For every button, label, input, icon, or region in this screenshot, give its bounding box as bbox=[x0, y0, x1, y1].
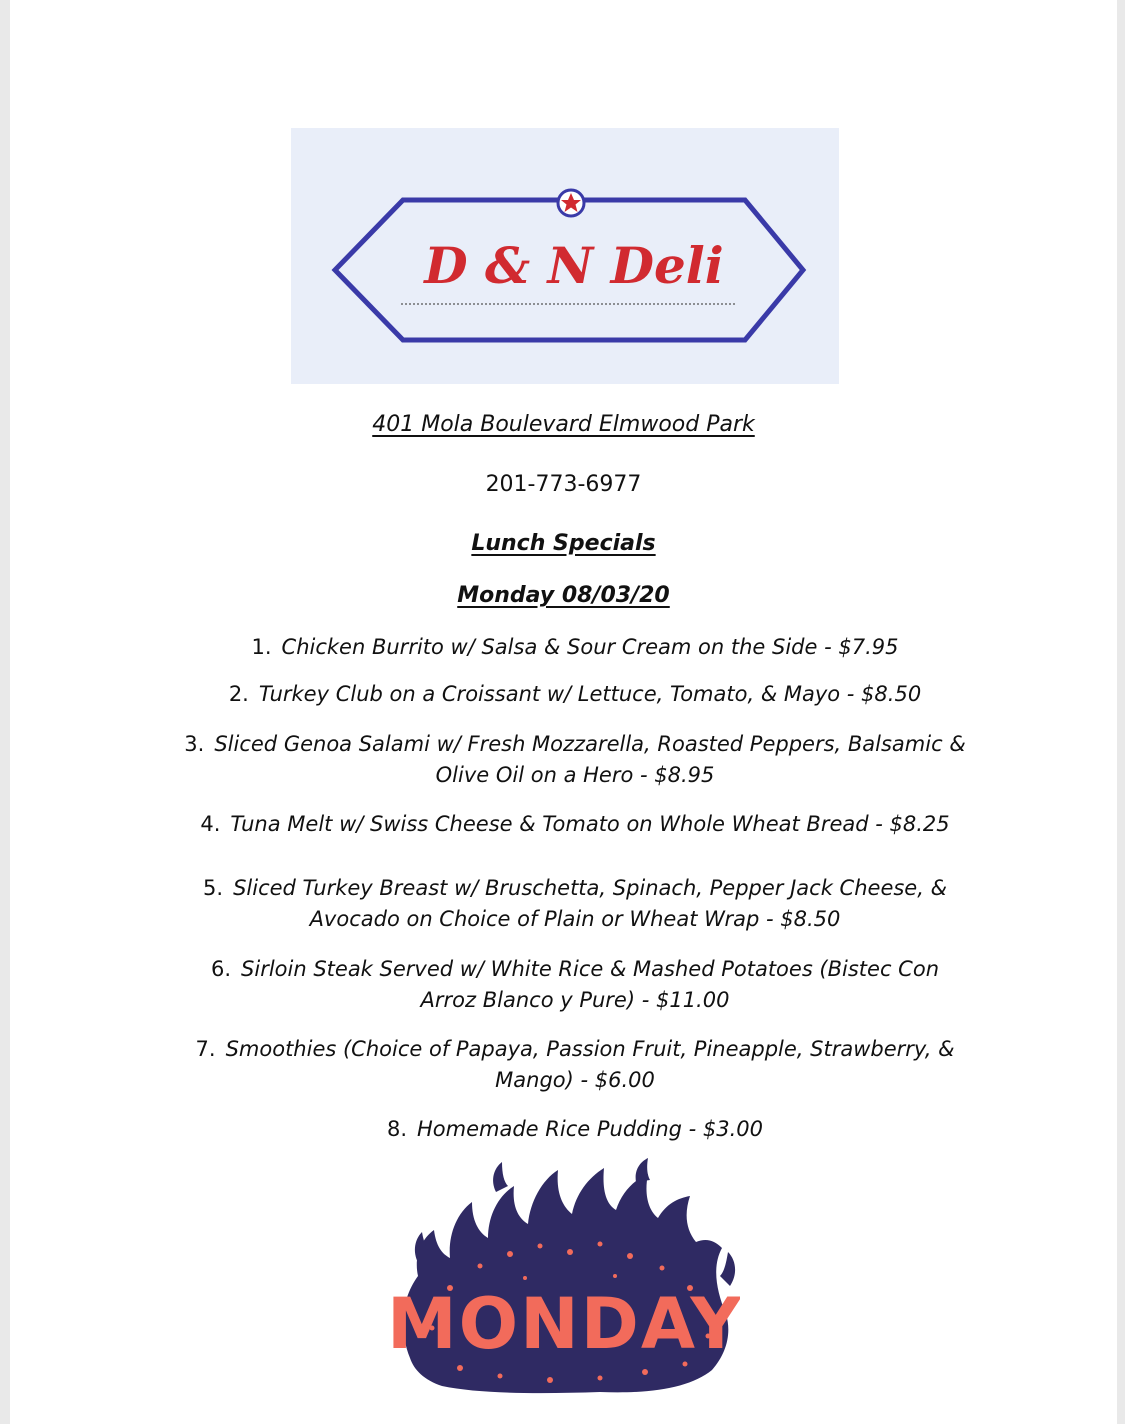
flame-icon bbox=[636, 1158, 650, 1182]
logo-name: D & N Deli bbox=[424, 236, 724, 295]
menu-item-number: 8. bbox=[386, 1117, 408, 1141]
menu-item-text: Smoothies (Choice of Papaya, Passion Fruit, Pineapple, Strawberry, & Mango) - $6.00 bbox=[225, 1037, 955, 1092]
menu-item-number: 6. bbox=[210, 957, 232, 981]
menu-item-text: Turkey Club on a Croissant w/ Lettuce, Tomato, & Mayo - $8.50 bbox=[258, 682, 922, 706]
menu-item bbox=[180, 809, 970, 840]
menu-item-number: 7. bbox=[195, 1037, 216, 1061]
menu-item bbox=[180, 1114, 970, 1145]
menu-page bbox=[10, 0, 1117, 1424]
menu-item-text: Sirloin Steak Served w/ White Rice & Mashed Potatoes (Bistec Con Arroz Blanco y Pure) - $11.00 bbox=[241, 957, 940, 1012]
menu-item-text: Tuna Melt w/ Swiss Cheese & Tomato on Whole Wheat Bread - $8.25 bbox=[230, 812, 950, 836]
menu-item-text: Chicken Burrito w/ Salsa & Sour Cream on the Side - $7.95 bbox=[281, 635, 899, 659]
menu-item-text: Sliced Turkey Breast w/ Bruschetta, Spinach, Pepper Jack Cheese, & Avocado on Choice of Plain or Wheat Wrap - $8.50 bbox=[233, 876, 947, 931]
menu-item-number: 2. bbox=[228, 682, 249, 706]
monday-word: MONDAY bbox=[390, 1283, 740, 1365]
flame-icon bbox=[720, 1252, 735, 1286]
menu-item bbox=[180, 873, 970, 935]
section-title: Lunch Specials bbox=[471, 531, 656, 556]
deli-logo bbox=[291, 128, 839, 384]
menu-item-number: 3. bbox=[184, 732, 205, 756]
monday-flame-graphic bbox=[390, 1158, 740, 1407]
menu-item-text: Homemade Rice Pudding - $3.00 bbox=[417, 1117, 764, 1141]
menu-item-number: 1. bbox=[251, 635, 272, 659]
menu-item-number: 5. bbox=[203, 876, 224, 900]
menu-item bbox=[180, 954, 970, 1016]
menu-item bbox=[180, 729, 970, 791]
menu-item-number: 4. bbox=[200, 812, 221, 836]
flame-icon bbox=[493, 1162, 508, 1192]
phone-number: 201-773-6977 bbox=[485, 472, 642, 497]
menu-item bbox=[180, 632, 970, 663]
date-heading: Monday 08/03/20 bbox=[457, 583, 670, 608]
address-line: 401 Mola Boulevard Elmwood Park bbox=[372, 412, 755, 437]
menu-item bbox=[180, 1034, 970, 1096]
menu-item-text: Sliced Genoa Salami w/ Fresh Mozzarella, Roasted Peppers, Balsamic & Olive Oil on a Hero - $8.95 bbox=[214, 732, 966, 787]
menu-item bbox=[180, 679, 970, 710]
